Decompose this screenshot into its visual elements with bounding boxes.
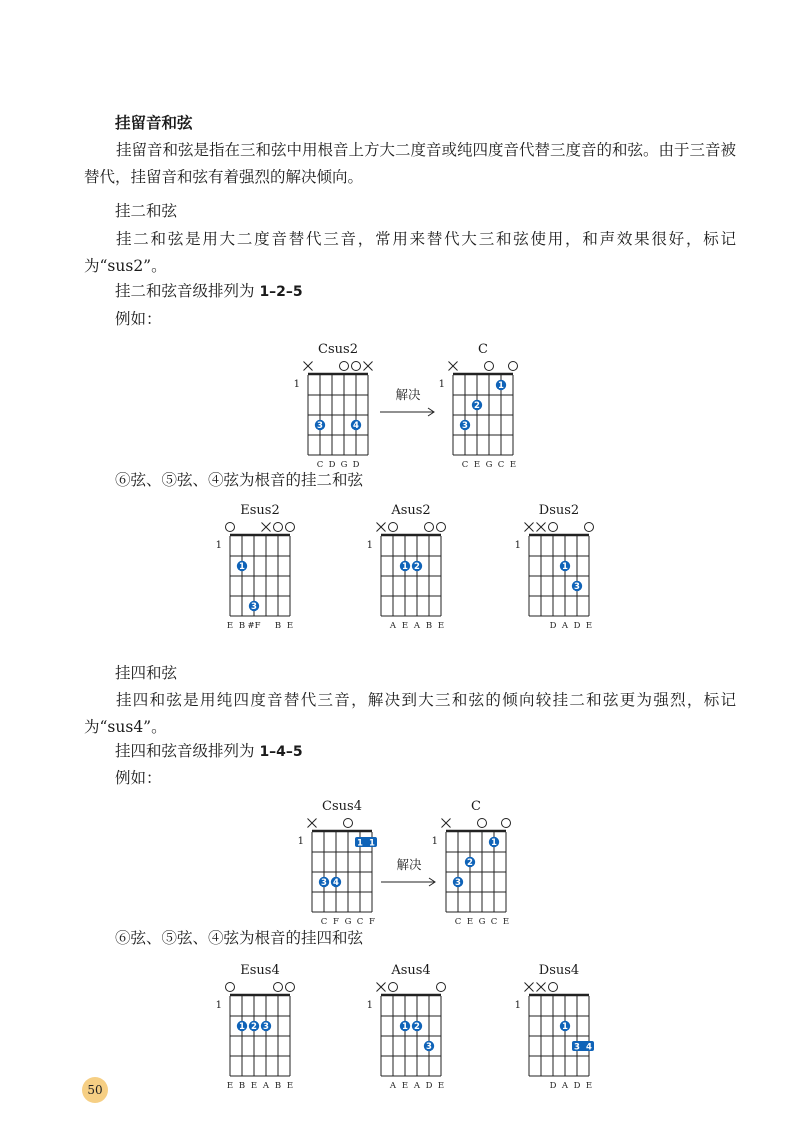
note-name: B: [425, 621, 433, 631]
resolve-arrow-2: [381, 855, 439, 892]
note-name: C: [356, 917, 364, 927]
note-name: A: [262, 1081, 270, 1091]
open-string-icon: [286, 523, 295, 532]
note-name: B: [274, 1081, 282, 1091]
chord-diagram-esus4: [215, 962, 302, 1102]
fret-number: 1: [514, 1000, 521, 1011]
section-title: 挂留音和弦: [115, 114, 193, 132]
muted-string-icon: [537, 523, 546, 532]
chord-name: Esus4: [240, 963, 280, 978]
muted-string-icon: [537, 983, 546, 992]
chord-svg: [514, 502, 601, 638]
open-string-icon: [352, 362, 361, 371]
finger-number: 1: [402, 1022, 408, 1033]
chord-svg: [297, 798, 384, 934]
finger-number: 2: [414, 1022, 420, 1033]
finger-number: 1: [239, 562, 245, 573]
open-string-icon: [437, 983, 446, 992]
muted-string-icon: [449, 362, 458, 371]
sus4-formula-value: 1–4–5: [259, 744, 303, 760]
sus2-example-label: 例如：: [115, 310, 162, 328]
chord-name: Esus2: [240, 503, 280, 518]
note-name: E: [437, 1081, 445, 1091]
note-name: C: [316, 460, 324, 470]
note-name: D: [549, 1081, 557, 1091]
fret-number: 1: [366, 540, 373, 551]
chord-name: Dsus4: [538, 963, 580, 978]
note-name: C: [454, 917, 462, 927]
finger-number: 3: [321, 878, 327, 889]
fret-number: 1: [215, 540, 222, 551]
open-string-icon: [274, 523, 283, 532]
note-name: D: [549, 621, 557, 631]
chord-name: Asus2: [391, 503, 431, 518]
sus2-root-strings-label: ⑥弦、⑤弦、④弦为根音的挂二和弦: [115, 471, 364, 489]
muted-string-icon: [525, 523, 534, 532]
finger-number: 3: [251, 602, 257, 613]
page-number: 50: [82, 1077, 108, 1103]
open-string-icon: [226, 523, 235, 532]
chord-name: C: [471, 799, 481, 814]
note-name: B: [238, 621, 246, 631]
fret-number: 1: [438, 379, 445, 390]
chord-svg: [431, 798, 518, 934]
resolve-label-2: 解决: [396, 857, 422, 872]
finger-number: 3: [455, 878, 461, 889]
note-name: D: [425, 1081, 433, 1091]
note-name: E: [401, 1081, 409, 1091]
chord-diagram-c: [438, 341, 525, 481]
note-name: B: [238, 1081, 246, 1091]
finger-number: 3: [317, 421, 323, 432]
open-string-icon: [502, 819, 511, 828]
chord-diagram-esus2: [215, 502, 302, 642]
note-name: #F: [247, 621, 261, 631]
sus4-description: 挂四和弦是用纯四度音替代三音，解决到大三和弦的倾向较挂二和弦更为强烈，标记为“sus4”。: [84, 691, 736, 736]
sus2-formula-label: 挂二和弦音级排列为: [115, 282, 260, 300]
finger-number: 3: [574, 1042, 580, 1053]
finger-number: 2: [251, 1022, 257, 1033]
note-name: D: [352, 460, 360, 470]
finger-number: 1: [498, 381, 504, 392]
open-string-icon: [509, 362, 518, 371]
open-string-icon: [485, 362, 494, 371]
chord-name: Csus2: [318, 342, 358, 357]
sus4-root-strings-label: ⑥弦、⑤弦、④弦为根音的挂四和弦: [115, 929, 364, 947]
finger-number: 3: [574, 582, 580, 593]
sus2-description: 挂二和弦是用大二度音替代三音，常用来替代大三和弦使用，和声效果很好，标记为“sus2”。: [84, 230, 736, 275]
finger-number: 4: [586, 1042, 592, 1053]
finger-number: 3: [426, 1042, 432, 1053]
open-string-icon: [286, 983, 295, 992]
chord-svg: [366, 962, 453, 1098]
muted-string-icon: [377, 983, 386, 992]
note-name: G: [478, 917, 486, 927]
sus4-title: 挂四和弦: [115, 664, 178, 682]
open-string-icon: [425, 523, 434, 532]
muted-string-icon: [525, 983, 534, 992]
finger-number: 1: [402, 562, 408, 573]
note-name: G: [340, 460, 348, 470]
note-name: E: [502, 917, 510, 927]
chord-svg: [438, 341, 525, 477]
finger-number: 2: [474, 401, 480, 412]
sus2-formula: [115, 281, 303, 302]
open-string-icon: [340, 362, 349, 371]
chord-diagram-asus4: [366, 962, 453, 1102]
note-name: G: [485, 460, 493, 470]
note-name: D: [573, 1081, 581, 1091]
note-name: C: [320, 917, 328, 927]
resolve-arrow: [380, 385, 438, 422]
chord-svg: [293, 341, 380, 477]
sus2-title: 挂二和弦: [115, 202, 178, 220]
finger-number: 1: [562, 562, 568, 573]
finger-number: 2: [467, 858, 473, 869]
sus4-formula: [115, 741, 303, 762]
open-string-icon: [274, 983, 283, 992]
open-string-icon: [585, 523, 594, 532]
chord-diagram-asus2: [366, 502, 453, 642]
note-name: F: [369, 917, 375, 927]
finger-number: 1: [562, 1022, 568, 1033]
fret-number: 1: [297, 836, 304, 847]
note-name: D: [328, 460, 336, 470]
muted-string-icon: [262, 523, 271, 532]
chord-svg: [215, 502, 302, 638]
note-name: D: [573, 621, 581, 631]
chord-diagram-csus2: [293, 341, 380, 481]
open-string-icon: [389, 523, 398, 532]
note-name: E: [226, 1081, 234, 1091]
note-name: A: [389, 1081, 397, 1091]
resolve-label: 解决: [395, 387, 421, 402]
note-name: A: [561, 621, 569, 631]
finger-number: 1: [369, 838, 375, 849]
sus4-example-label: 例如：: [115, 769, 162, 787]
note-name: E: [509, 460, 517, 470]
note-name: E: [286, 621, 294, 631]
chord-diagram-dsus2: [514, 502, 601, 642]
arrow-right-icon: [381, 876, 439, 888]
note-name: E: [226, 621, 234, 631]
finger-number: 4: [333, 878, 339, 889]
chord-diagram-dsus4: [514, 962, 601, 1102]
note-name: C: [497, 460, 505, 470]
chord-diagram-c-2: [431, 798, 518, 938]
muted-string-icon: [377, 523, 386, 532]
chord-name: Csus4: [322, 799, 362, 814]
finger-number: 3: [263, 1022, 269, 1033]
note-name: E: [250, 1081, 258, 1091]
muted-string-icon: [364, 362, 373, 371]
note-name: E: [473, 460, 481, 470]
note-name: C: [490, 917, 498, 927]
note-name: E: [437, 621, 445, 631]
note-name: C: [461, 460, 469, 470]
finger-number: 1: [357, 838, 363, 849]
fret-number: 1: [431, 836, 438, 847]
finger-number: 4: [353, 421, 359, 432]
finger-number: 1: [239, 1022, 245, 1033]
muted-string-icon: [304, 362, 313, 371]
fret-number: 1: [215, 1000, 222, 1011]
fret-number: 1: [366, 1000, 373, 1011]
fret-number: 1: [293, 379, 300, 390]
sus4-formula-label: 挂四和弦音级排列为: [115, 742, 260, 760]
sus2-formula-value: 1–2–5: [259, 284, 303, 300]
finger-number: 2: [414, 562, 420, 573]
chord-diagram-csus4: [297, 798, 384, 938]
open-string-icon: [437, 523, 446, 532]
arrow-right-icon: [380, 406, 438, 418]
chord-name: C: [478, 342, 488, 357]
open-string-icon: [549, 983, 558, 992]
open-string-icon: [478, 819, 487, 828]
muted-string-icon: [442, 819, 451, 828]
chord-svg: [215, 962, 302, 1098]
open-string-icon: [226, 983, 235, 992]
chord-svg: [514, 962, 601, 1098]
open-string-icon: [344, 819, 353, 828]
open-string-icon: [389, 983, 398, 992]
chord-svg: [366, 502, 453, 638]
open-string-icon: [549, 523, 558, 532]
note-name: G: [344, 917, 352, 927]
note-name: E: [585, 1081, 593, 1091]
note-name: A: [561, 1081, 569, 1091]
note-name: A: [413, 1081, 421, 1091]
finger-number: 3: [462, 421, 468, 432]
chord-name: Asus4: [391, 963, 431, 978]
intro-paragraph: 挂留音和弦是指在三和弦中用根音上方大二度音或纯四度音代替三度音的和弦。由于三音被替代，挂留音和弦有着强烈的解决倾向。: [84, 141, 737, 186]
note-name: F: [333, 917, 339, 927]
note-name: E: [466, 917, 474, 927]
note-name: E: [286, 1081, 294, 1091]
muted-string-icon: [308, 819, 317, 828]
chord-name: Dsus2: [538, 503, 580, 518]
note-name: A: [389, 621, 397, 631]
finger-number: 1: [491, 838, 497, 849]
note-name: B: [274, 621, 282, 631]
note-name: E: [401, 621, 409, 631]
note-name: E: [585, 621, 593, 631]
note-name: A: [413, 621, 421, 631]
fret-number: 1: [514, 540, 521, 551]
